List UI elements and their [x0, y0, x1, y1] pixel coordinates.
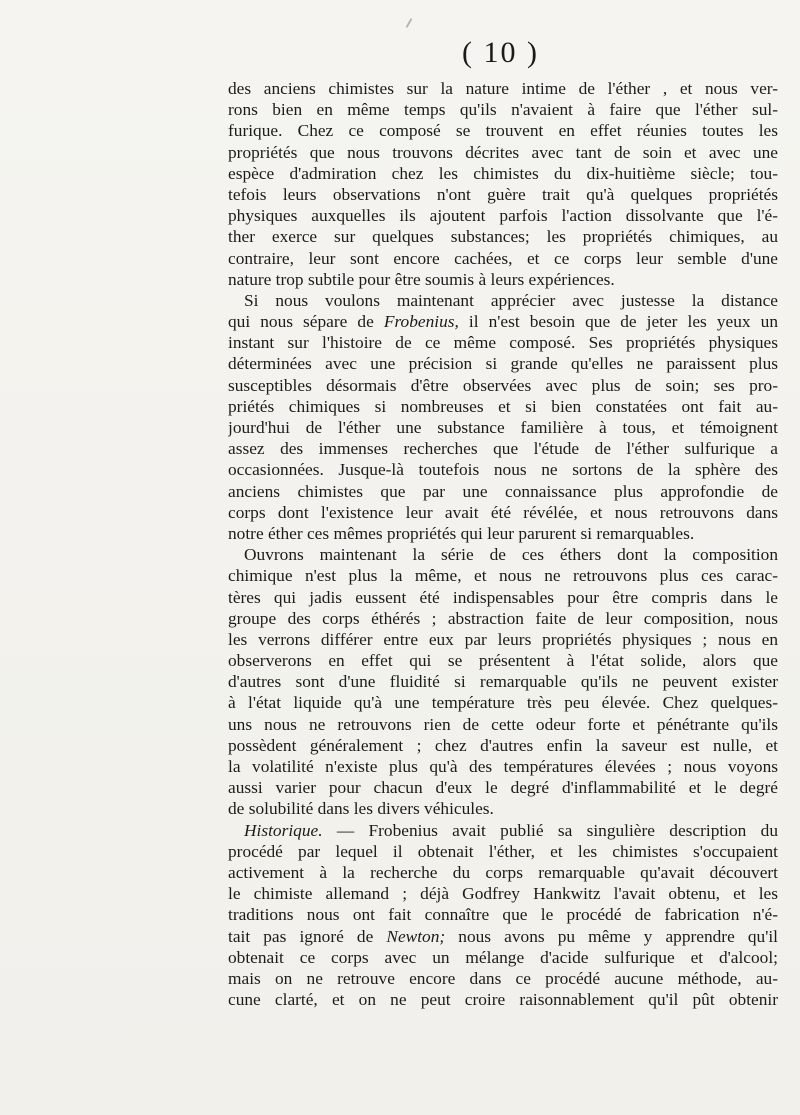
text-line: tères qui jadis eussent été indispensables pour être compris dans le	[228, 587, 778, 607]
text-line: assez des immenses recherches que l'étude de l'éther sulfurique a	[228, 439, 778, 459]
text-line: chimique n'est plus la même, et nous ne retrouvons plus ces carac-	[228, 566, 778, 586]
text-line: Ouvrons maintenant la série de ces éthers dont la composition	[244, 545, 778, 565]
text-line: obtenait ce corps avec un mélange d'acide sulfurique et d'alcool;	[228, 947, 778, 967]
text-line: propriétés que nous trouvons décrites avec tant de soin et avec une	[228, 142, 778, 162]
text-line: nature trop subtile pour être soumis à leurs expériences.	[228, 269, 615, 289]
text-line: à l'état liquide qu'à une température très peu élevée. Chez quelques-	[228, 693, 778, 713]
text-line: jourd'hui de l'éther une substance familière à tous, et témoignent	[228, 418, 778, 437]
text-line: la volatilité n'existe plus qu'à des températures élevées ; nous voyons	[228, 757, 778, 776]
text-line: traditions nous ont fait connaître que le procédé de fabrication n'é-	[228, 905, 778, 925]
text-line: observerons en effet qui se présentent à l'état solide, alors que	[228, 651, 778, 671]
text-line: ther exerce sur quelques substances; les propriétés chimiques, au	[228, 227, 778, 247]
text-segment: nous avons pu même y apprendre qu'il	[445, 926, 778, 946]
text-line: Si nous voulons maintenant apprécier avec justesse la distance	[244, 290, 778, 310]
text-line: priétés chimiques si nombreuses et si bien constatées ont fait au-	[228, 396, 778, 416]
text-line: activement à la recherche du corps remarquable qu'avait découvert	[228, 862, 778, 882]
text-line: notre éther ces mêmes propriétés qui leur parurent si remarquables.	[228, 523, 695, 543]
text-segment: qui nous sépare de	[228, 312, 384, 332]
text-line: groupe des corps éthérés ; abstraction faite de leur composition, nous	[228, 608, 778, 628]
page-number: ( 10 )	[462, 36, 539, 69]
text-line: corps dont l'existence leur avait été révélée, et nous retrouvons dans	[228, 502, 778, 522]
text-line	[228, 926, 778, 947]
text-line: contraire, leur sont encore cachées, et ce corps leur semble d'une	[228, 248, 778, 268]
text-line: furique. Chez ce composé se trouvent en effet réunies toutes les	[228, 121, 778, 141]
text-segment: tait pas ignoré de	[228, 926, 387, 946]
text-segment: — Frobenius avait publié sa singulière description du	[322, 820, 778, 840]
text-line: cune clarté, et on ne peut croire raisonnablement qu'il pût obtenir	[228, 990, 778, 1010]
text-line: tefois leurs observations n'ont guère trait qu'à quelques propriétés	[228, 184, 778, 204]
text-line: d'autres sont d'une fluidité si remarquable qu'ils ne peuvent exister	[228, 672, 778, 692]
text-line: procédé par lequel il obtenait l'éther, et les chimistes s'occupaient	[228, 841, 778, 861]
italic-segment: Frobenius,	[383, 312, 459, 332]
text-line: physiques auxquelles ils ajoutent parfois l'action dissolvante que l'é-	[228, 206, 778, 226]
text-line: les verrons différer entre eux par leurs propriétés physiques ; nous en	[228, 629, 778, 649]
text-line: uns nous ne retrouvons rien de cette odeur forte et pénétrante qu'ils	[228, 714, 778, 734]
text-line: de solubilité dans les divers véhicules.	[228, 799, 494, 819]
body-text	[228, 78, 778, 1010]
text-line: aussi varier pour chacun d'eux le degré d'inflammabilité et le degré	[228, 778, 778, 798]
text-line: le chimiste allemand ; déjà Godfrey Hankwitz l'avait obtenu, et les	[228, 884, 778, 904]
text-line: déterminées avec une précision si grande qu'elles ne paraissent plus	[228, 354, 778, 374]
text-line: rons bien en même temps qu'ils n'avaient à faire que l'éther sul-	[228, 100, 778, 120]
text-line: mais on ne retrouve encore dans ce procédé aucune méthode, au-	[228, 968, 778, 988]
text-segment: il n'est besoin que de jeter les yeux un	[458, 312, 778, 332]
ink-mark	[406, 18, 413, 28]
text-line	[228, 820, 778, 841]
text-line: occasionnées. Jusque-là toutefois nous ne sortons de la sphère des	[228, 460, 778, 480]
italic-segment: Newton;	[386, 926, 446, 946]
text-line: possèdent généralement ; chez d'autres enfin la saveur est nulle, et	[228, 735, 778, 755]
text-line: des anciens chimistes sur la nature intime de l'éther , et nous ver-	[228, 79, 778, 98]
text-line: espèce d'admiration chez les chimistes du dix-huitième siècle; tou-	[228, 163, 778, 183]
italic-segment: Historique.	[244, 820, 323, 840]
text-line: anciens chimistes que par une connaissance plus approfondie de	[228, 481, 778, 501]
text-line	[228, 311, 778, 332]
text-line: susceptibles désormais d'être observées avec plus de soin; ses pro-	[228, 375, 778, 395]
text-line: instant sur l'histoire de ce même composé. Ses propriétés physiques	[228, 333, 778, 353]
